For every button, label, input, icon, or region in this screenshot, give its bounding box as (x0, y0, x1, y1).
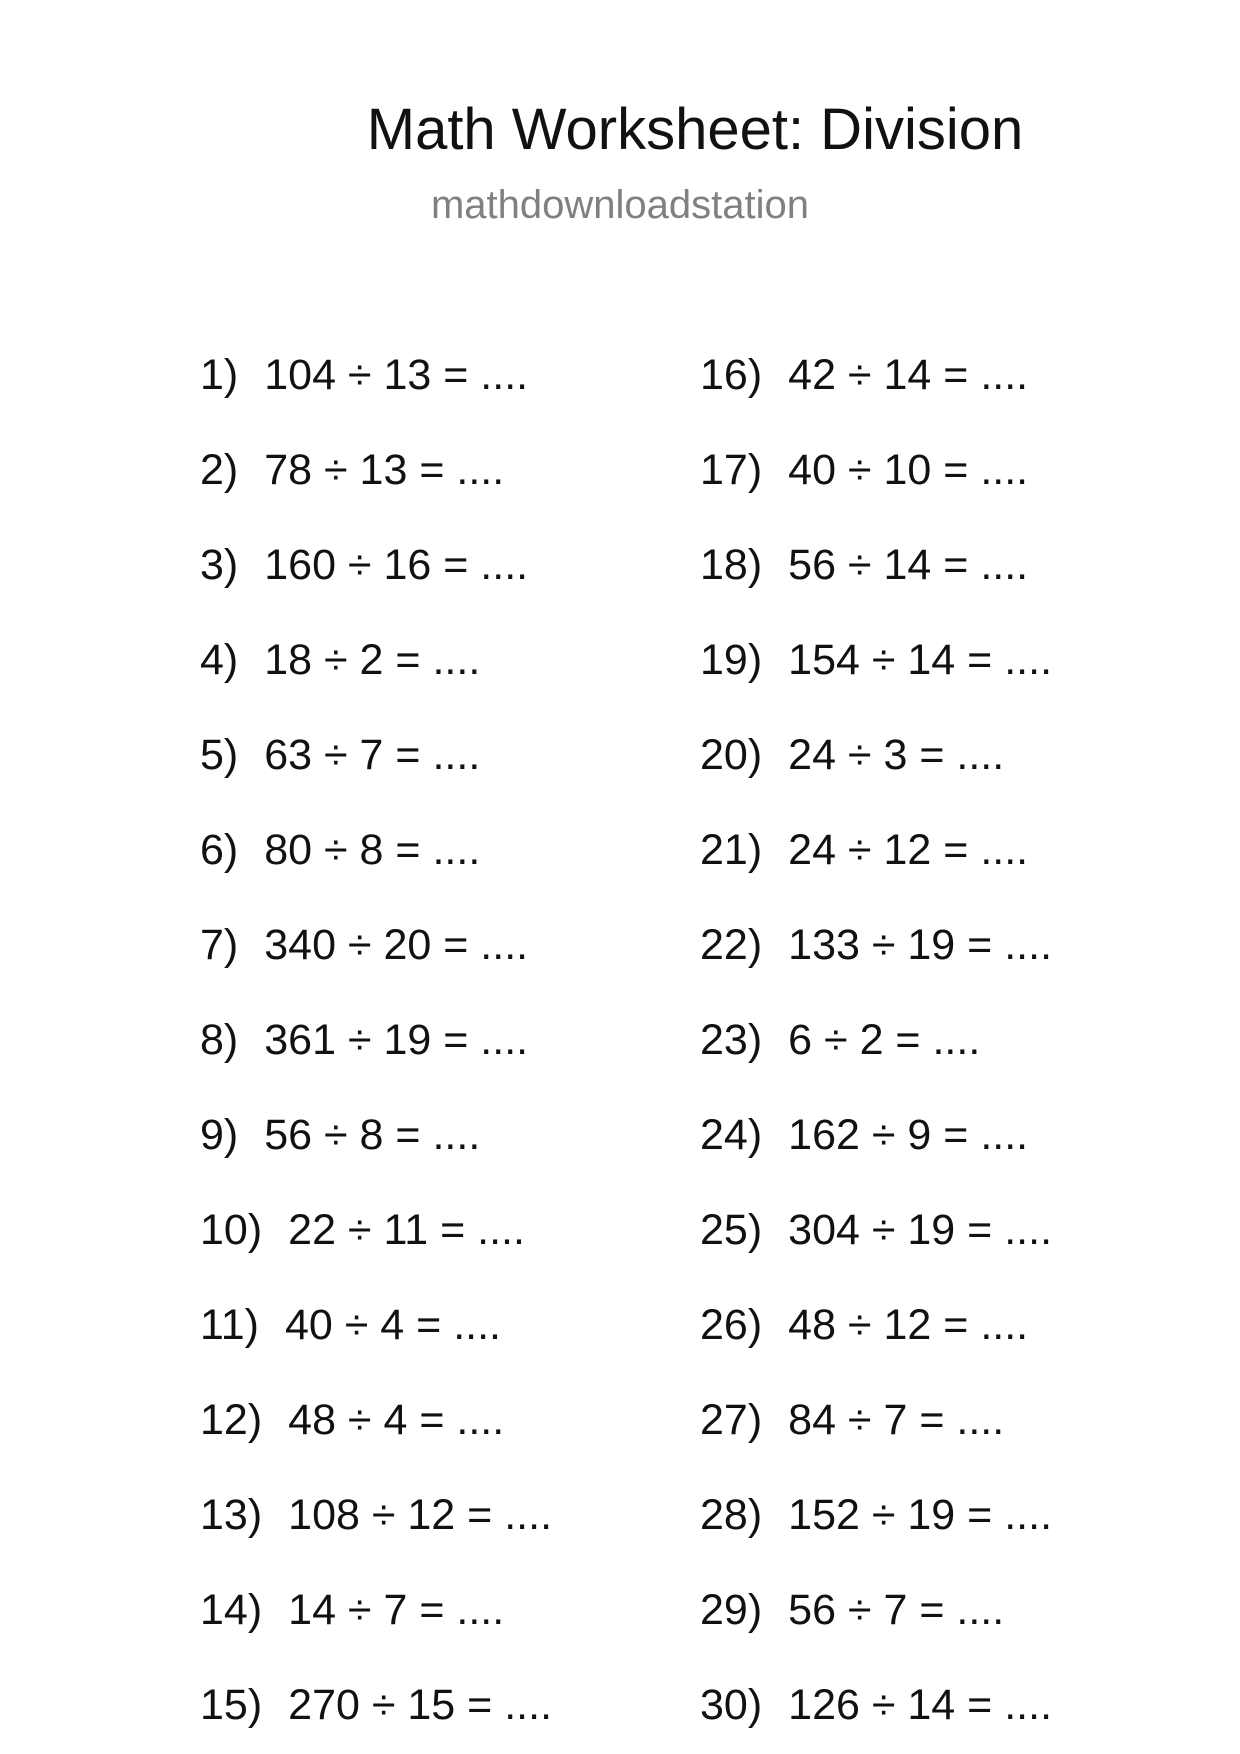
problem-expression: 48 ÷ 4 = .... (288, 1396, 505, 1444)
problem-number: 4) (200, 636, 239, 684)
problem-expression: 78 ÷ 13 = .... (264, 446, 505, 494)
problem-item (700, 1680, 1052, 1754)
problem-expression: 24 ÷ 12 = .... (788, 826, 1029, 874)
problem-number: 20) (700, 731, 763, 779)
problem-item (200, 1300, 552, 1395)
problem-item (200, 1490, 552, 1585)
problem-column-right (700, 350, 1052, 1754)
problem-expression: 154 ÷ 14 = .... (788, 636, 1053, 684)
problem-expression: 56 ÷ 14 = .... (788, 541, 1029, 589)
problem-number: 8) (200, 1016, 239, 1064)
problem-item (700, 350, 1052, 445)
page-subtitle: mathdownloadstation (430, 183, 810, 227)
problem-item (700, 540, 1052, 635)
problem-column-left (200, 350, 552, 1754)
problem-number: 1) (200, 351, 239, 399)
problem-number: 10) (200, 1206, 263, 1254)
problem-expression: 56 ÷ 7 = .... (788, 1586, 1005, 1634)
problem-number: 12) (200, 1396, 263, 1444)
problem-item (700, 1205, 1052, 1300)
problem-number: 7) (200, 921, 239, 969)
problem-expression: 56 ÷ 8 = .... (264, 1111, 481, 1159)
problem-number: 26) (700, 1301, 763, 1349)
problem-number: 30) (700, 1681, 763, 1729)
problem-expression: 104 ÷ 13 = .... (264, 351, 529, 399)
problem-item (700, 1015, 1052, 1110)
problem-number: 21) (700, 826, 763, 874)
problem-item (700, 920, 1052, 1015)
problem-expression: 80 ÷ 8 = .... (264, 826, 481, 874)
problem-expression: 126 ÷ 14 = .... (788, 1681, 1053, 1729)
problem-expression: 133 ÷ 19 = .... (788, 921, 1053, 969)
problem-item (200, 730, 552, 825)
problem-item (200, 350, 552, 445)
problem-expression: 162 ÷ 9 = .... (788, 1111, 1029, 1159)
problem-number: 29) (700, 1586, 763, 1634)
problem-item (200, 1110, 552, 1205)
problem-expression: 22 ÷ 11 = .... (288, 1206, 525, 1254)
problem-item (200, 1585, 552, 1680)
problem-expression: 152 ÷ 19 = .... (788, 1491, 1053, 1539)
problem-number: 27) (700, 1396, 763, 1444)
problem-item (700, 1395, 1052, 1490)
problem-expression: 18 ÷ 2 = .... (264, 636, 481, 684)
problem-number: 2) (200, 446, 239, 494)
problem-item (700, 1490, 1052, 1585)
problem-item (200, 445, 552, 540)
problem-number: 6) (200, 826, 239, 874)
problem-expression: 42 ÷ 14 = .... (788, 351, 1029, 399)
problem-number: 23) (700, 1016, 763, 1064)
problem-expression: 48 ÷ 12 = .... (788, 1301, 1029, 1349)
problem-expression: 270 ÷ 15 = .... (288, 1681, 553, 1729)
problem-expression: 108 ÷ 12 = .... (288, 1491, 553, 1539)
problem-expression: 63 ÷ 7 = .... (264, 731, 481, 779)
problem-item (200, 1015, 552, 1110)
problem-item (200, 825, 552, 920)
problem-expression: 40 ÷ 4 = .... (284, 1301, 501, 1349)
problem-number: 28) (700, 1491, 763, 1539)
problem-number: 24) (700, 1111, 763, 1159)
problem-number: 5) (200, 731, 239, 779)
problem-expression: 24 ÷ 3 = .... (788, 731, 1005, 779)
problem-number: 17) (700, 446, 763, 494)
problem-item (700, 445, 1052, 540)
problem-expression: 84 ÷ 7 = .... (788, 1396, 1005, 1444)
problem-item (200, 1680, 552, 1754)
problem-number: 22) (700, 921, 763, 969)
problem-expression: 361 ÷ 19 = .... (264, 1016, 529, 1064)
problem-number: 25) (700, 1206, 763, 1254)
problem-item (700, 825, 1052, 920)
problem-expression: 160 ÷ 16 = .... (264, 541, 529, 589)
problem-item (200, 540, 552, 635)
problem-number: 18) (700, 541, 763, 589)
problem-number: 11) (200, 1301, 259, 1349)
problem-item (200, 635, 552, 730)
problem-item (700, 1585, 1052, 1680)
problem-item (200, 920, 552, 1015)
problem-expression: 40 ÷ 10 = .... (788, 446, 1029, 494)
problem-number: 9) (200, 1111, 239, 1159)
problem-number: 16) (700, 351, 763, 399)
page-title: Math Worksheet: Division (366, 97, 1024, 162)
problem-expression: 340 ÷ 20 = .... (264, 921, 529, 969)
problem-number: 14) (200, 1586, 263, 1634)
problem-item (700, 1300, 1052, 1395)
problem-item (700, 635, 1052, 730)
problem-expression: 6 ÷ 2 = .... (788, 1016, 981, 1064)
problem-item (200, 1395, 552, 1490)
problem-number: 15) (200, 1681, 263, 1729)
problem-item (700, 1110, 1052, 1205)
problem-number: 19) (700, 636, 763, 684)
problem-expression: 14 ÷ 7 = .... (288, 1586, 505, 1634)
problem-item (700, 730, 1052, 825)
problem-item (200, 1205, 552, 1300)
problem-number: 13) (200, 1491, 263, 1539)
problem-number: 3) (200, 541, 239, 589)
problem-expression: 304 ÷ 19 = .... (788, 1206, 1053, 1254)
